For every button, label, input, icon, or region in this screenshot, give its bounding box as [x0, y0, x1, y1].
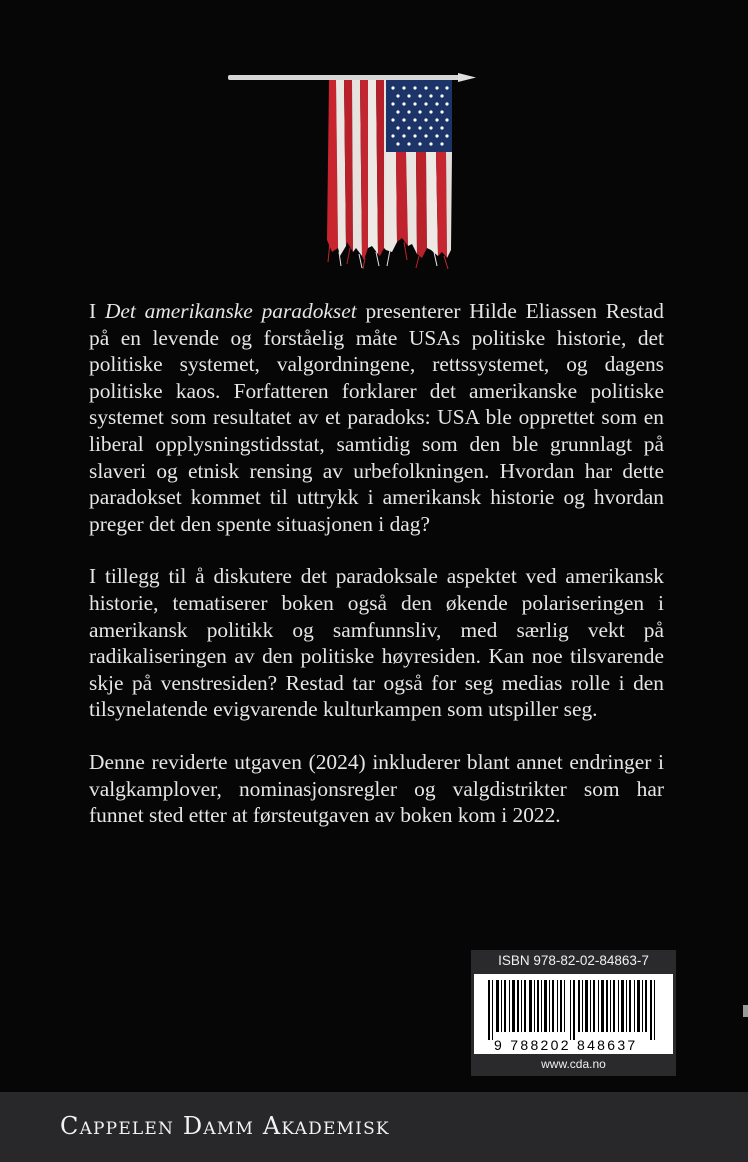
blurb-paragraph-1-text: presenterer Hilde Eliassen Restad på en levende og forståelig måte USAs politiske historie, det politiske systemet, valgordningene, rettssystemet, og dagens politiske kaos. Forfatteren forklarer det amerikanske politiske systemet som resultatet av et paradoks: USA ble opprettet som en liberal opplysningstidsstat, samtidig som den ble grunnlagt på slaveri og etnisk rensing av urbefolkningen. Hvordan har dette paradokset kommet til uttrykk i amerikansk historie og hvordan preger det den spente situasjonen i dag?	[89, 299, 664, 536]
publisher-footer	[0, 1092, 748, 1162]
flag-canton	[386, 80, 452, 152]
publisher-name: Cappelen Damm Akademisk	[60, 1112, 390, 1140]
isbn-barcode-box	[471, 950, 676, 1076]
barcode	[474, 974, 673, 1054]
blurb-lead: I	[89, 299, 105, 323]
blurb-paragraph-1	[89, 298, 664, 537]
flag-illustration	[226, 70, 478, 270]
flagpole	[228, 75, 460, 80]
barcode-icon	[474, 974, 673, 1040]
publisher-website: www.cda.no	[541, 1057, 606, 1071]
book-title-italic: Det amerikanske paradokset	[104, 299, 357, 323]
blurb-paragraph-3: Denne reviderte utgaven (2024) inkluderer blant annet endringer i valgkamplover, nominasjonsregler og valgdistrikter som har funnet sted etter at førsteutgaven av boken kom i 2022.	[89, 749, 664, 828]
barcode-digits: 9 788202 848637	[494, 1037, 638, 1053]
blurb-paragraph-2: I tillegg til å diskutere det paradoksale aspektet ved amerikansk historie, tematiserer boken også den økende polariseringen i amerikansk politikk og samfunnsliv, med særlig vekt på radikaliseringen av den politiske høyresiden. Kan noe tilsvarende skje på venstresiden? Restad tar også for seg medias rolle i den tilsynelatende evigvarende kulturkampen som utspiller seg.	[89, 564, 664, 722]
back-cover-blurb	[89, 298, 664, 855]
isbn-label: ISBN 978-82-02-84863-7	[498, 953, 649, 968]
flagpole-tip	[458, 73, 476, 82]
edge-mark	[743, 1005, 748, 1017]
tattered-us-flag-icon	[226, 70, 478, 270]
